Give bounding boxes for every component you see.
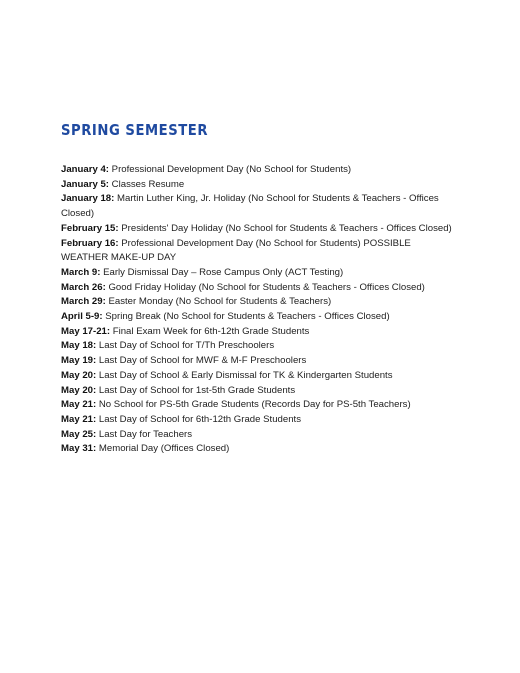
calendar-event xyxy=(61,178,456,193)
calendar-event xyxy=(61,237,456,266)
event-date: May 20: xyxy=(61,384,97,396)
calendar-event xyxy=(61,384,456,399)
calendar-event xyxy=(61,339,456,354)
event-description: Last Day of School for 1st-5th Grade Students xyxy=(98,384,296,396)
calendar-event xyxy=(61,413,456,428)
event-date: February 16: xyxy=(61,237,119,249)
event-description: Last Day of School for T/Th Preschoolers xyxy=(98,340,275,352)
event-description: Professional Development Day (No School for Students) POSSIBLE WEATHER MAKE-UP DAY xyxy=(61,237,411,264)
event-date: May 17-21: xyxy=(61,325,111,337)
event-description: Memorial Day (Offices Closed) xyxy=(98,443,230,455)
event-date: April 5-9: xyxy=(61,311,103,323)
event-description: Early Dismissal Day – Rose Campus Only (ACT Testing) xyxy=(103,266,344,278)
event-description: Martin Luther King, Jr. Holiday (No School for Students & Teachers - Offices Closed) xyxy=(61,193,439,220)
event-description: No School for PS-5th Grade Students (Records Day for PS-5th Teachers) xyxy=(98,399,411,411)
event-date: May 21: xyxy=(61,413,97,425)
event-date: February 15: xyxy=(61,222,119,234)
calendar-event xyxy=(61,295,456,310)
event-description: Last Day of School & Early Dismissal for TK & Kindergarten Students xyxy=(98,369,393,381)
calendar-event-list xyxy=(61,163,456,457)
event-date: January 18: xyxy=(61,193,115,205)
event-date: May 20: xyxy=(61,369,97,381)
event-description: Final Exam Week for 6th-12th Grade Students xyxy=(112,325,310,337)
event-description: Professional Development Day (No School for Students) xyxy=(111,164,352,175)
event-description: Last Day of School for MWF & M-F Preschoolers xyxy=(98,355,307,367)
event-description: Presidents' Day Holiday (No School for Students & Teachers - Offices Closed) xyxy=(121,222,452,234)
calendar-event xyxy=(61,428,456,443)
event-date: May 25: xyxy=(61,428,97,440)
event-date: March 9: xyxy=(61,266,101,278)
event-date: May 18: xyxy=(61,340,97,352)
event-description: Classes Resume xyxy=(111,178,185,190)
event-date: January 4: xyxy=(61,164,109,175)
calendar-event xyxy=(61,163,456,178)
event-description: Last Day for Teachers xyxy=(98,428,193,440)
event-date: May 21: xyxy=(61,399,97,411)
calendar-event xyxy=(61,398,456,413)
event-date: May 31: xyxy=(61,443,97,455)
calendar-event xyxy=(61,281,456,296)
event-description: Spring Break (No School for Students & Teachers - Offices Closed) xyxy=(105,311,390,323)
event-description: Good Friday Holiday (No School for Students & Teachers - Offices Closed) xyxy=(108,281,425,293)
event-description: Last Day of School for 6th-12th Grade Students xyxy=(98,413,301,425)
event-date: January 5: xyxy=(61,178,109,190)
section-title: SPRING SEMESTER xyxy=(61,121,209,139)
calendar-event xyxy=(61,222,456,237)
calendar-event xyxy=(61,354,456,369)
calendar-event xyxy=(61,266,456,281)
event-date: May 19: xyxy=(61,355,97,367)
event-date: March 29: xyxy=(61,296,106,308)
calendar-event xyxy=(61,192,456,221)
calendar-event xyxy=(61,442,456,457)
calendar-event xyxy=(61,310,456,325)
event-date: March 26: xyxy=(61,281,106,293)
calendar-event xyxy=(61,369,456,384)
calendar-event xyxy=(61,325,456,340)
event-description: Easter Monday (No School for Students & Teachers) xyxy=(108,296,332,308)
